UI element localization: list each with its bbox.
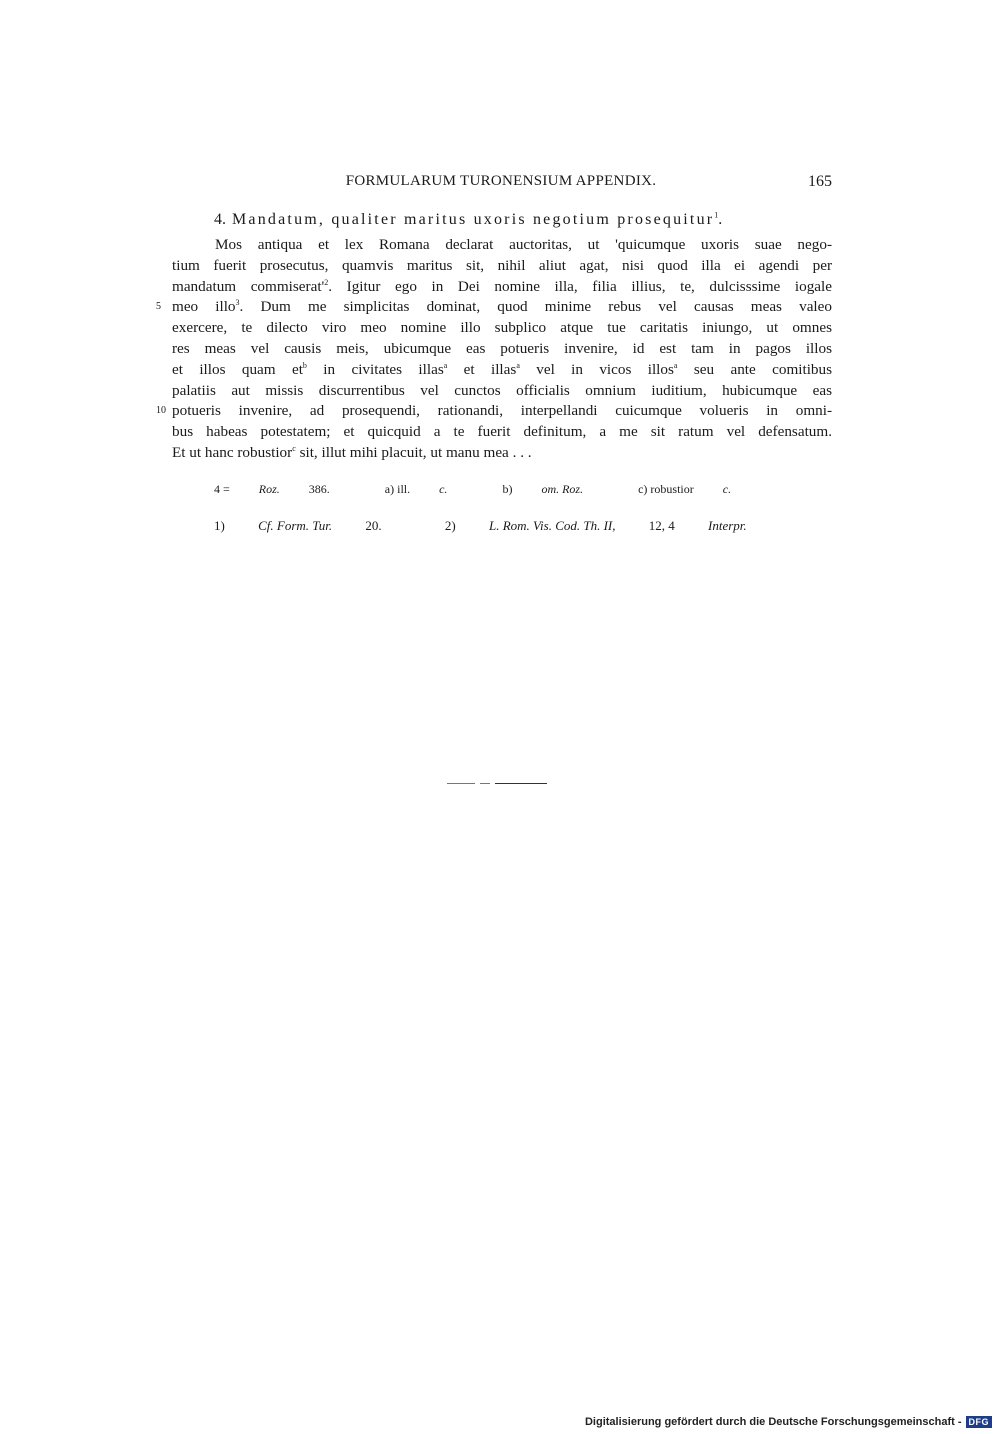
rule-segment [480, 783, 490, 784]
text-line-content: Et ut hanc robustior [172, 443, 293, 461]
section-title-end: . [718, 211, 723, 228]
footnote-text: Interpr. [708, 518, 747, 533]
page-number: 165 [808, 173, 832, 190]
text-line-content: res meas vel causis meis, ubicumque eas potueris invenire, id est tam in pagos illos [172, 339, 832, 357]
footnote-1 [214, 518, 412, 533]
footnote-text: Cf. Form. Tur. [258, 518, 333, 533]
footnote-text: 1) [214, 518, 229, 533]
rule-segment [447, 783, 475, 784]
text-line [172, 360, 832, 381]
apparatus-ref: a [443, 360, 448, 370]
footnote-ref: 3 [235, 298, 240, 308]
funding-credit-text: Digitalisierung gefördert durch die Deutsche Forschungsgemeinschaft - [584, 1416, 962, 1428]
line-number: 5 [156, 301, 161, 313]
rule-segment [495, 783, 547, 784]
text-line-content: vel in vicos illos [519, 360, 674, 378]
text-line [172, 443, 832, 464]
apparatus-ref: c [292, 443, 296, 453]
dfg-logo: DFG [966, 1416, 993, 1428]
critical-apparatus [214, 482, 783, 497]
apparatus-text: 386. [305, 482, 330, 496]
apparatus-item [385, 482, 474, 496]
text-line-content: seu ante comitibus [677, 360, 833, 378]
apparatus-text: c) robustior [638, 482, 697, 496]
footnote-text: L. Rom. Vis. Cod. Th. II, [489, 518, 616, 533]
apparatus-ref: a [673, 360, 678, 370]
section-heading [214, 211, 722, 229]
text-line-content: in civitates illas [306, 360, 444, 378]
footnote-ref: 1 [714, 210, 719, 220]
apparatus-item [214, 482, 356, 496]
apparatus-text: c. [722, 482, 732, 496]
text-line [172, 277, 832, 298]
text-line-content: et illos quam et [172, 360, 303, 378]
text-line [156, 297, 832, 318]
body-text [156, 235, 833, 464]
footnote-2 [445, 518, 777, 533]
text-line-content: mandatum commiserat' [172, 277, 325, 295]
apparatus-ref: b [302, 360, 307, 370]
text-line [172, 256, 832, 277]
text-line-content: . Igitur ego in Dei nomine illa, filia illius, te, dulcisssime iogale [328, 277, 832, 295]
text-line [172, 339, 832, 360]
text-line [156, 401, 832, 422]
apparatus-text: Roz. [258, 482, 280, 496]
end-rule-divider [447, 783, 547, 784]
apparatus-text: c. [439, 482, 448, 496]
section-title: Mandatum, qualiter maritus uxoris negotium prosequitur [232, 211, 715, 228]
text-line-content: meo illo [172, 298, 236, 316]
funding-credit [585, 1416, 992, 1428]
footnote-ref: 2 [324, 277, 329, 287]
text-line-content: bus habeas potestatem; et quicquid a te fuerit definitum, a me sit ratum vel defensatum. [172, 423, 832, 441]
apparatus-text: 4 = [214, 482, 233, 496]
footnote-text: 12, 4 [645, 518, 679, 533]
text-line-content: . Dum me simplicitas dominat, quod minime rebus vel causas meas valeo [239, 298, 832, 316]
apparatus-ref: a [516, 360, 520, 370]
apparatus-item [638, 482, 757, 496]
text-line-content: palatiis aut missis discurrentibus vel cunctos officialis omnium iuditium, hubicumque eas [172, 381, 832, 399]
apparatus-text: a) ill. [384, 482, 414, 496]
text-line-content: exercere, te dilecto viro meo nomine illo subplico atque tue caritatis iniungo, ut omnes [172, 319, 832, 337]
text-line [172, 235, 832, 256]
text-line-content: tium fuerit prosecutus, quamvis maritus sit, nihil aliut agat, nisi quod illa ei agendi per [172, 256, 832, 274]
text-line [172, 318, 832, 339]
running-head [170, 173, 832, 195]
text-line-content: potueris invenire, ad prosequendi, rationandi, interpellandi cuicumque volueris in omni- [172, 402, 832, 420]
footnotes [214, 518, 807, 534]
apparatus-item [502, 482, 609, 496]
text-line-content: et illas [447, 360, 517, 378]
line-number: 10 [156, 405, 166, 417]
apparatus-text: b) [502, 482, 516, 496]
text-line [172, 381, 832, 402]
section-number: 4. [214, 211, 226, 228]
apparatus-text: om. Roz. [541, 482, 584, 496]
footnote-text: 2) [444, 518, 459, 533]
text-line [172, 422, 832, 443]
text-line-content: sit, illut mihi placuit, ut manu mea . . . [295, 443, 532, 461]
text-line-content: Mos antiqua et lex Romana declarat auctoritas, ut 'quicumque uxoris suae nego- [215, 236, 832, 253]
footnote-text: 20. [362, 518, 382, 533]
running-head-title: FORMULARUM TURONENSIUM APPENDIX. [345, 173, 657, 189]
